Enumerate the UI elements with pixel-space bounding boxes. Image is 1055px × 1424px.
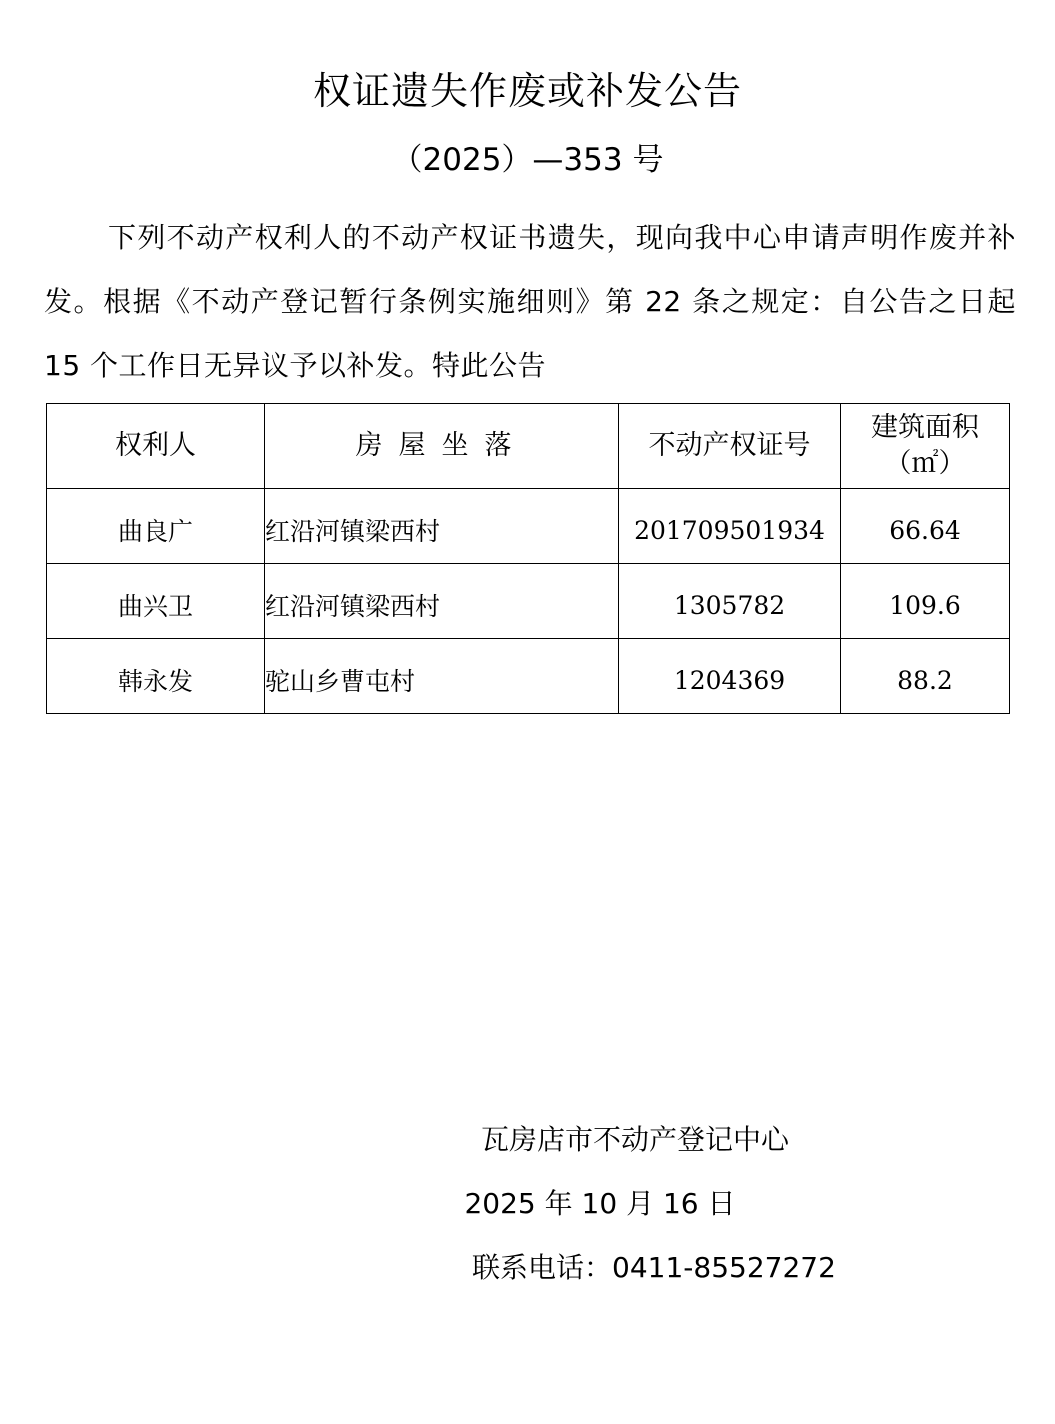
header-cert-no: 不动产权证号 xyxy=(619,404,841,489)
header-area-label: 建筑面积 xyxy=(871,412,979,443)
notice-number: （2025）—353 号 xyxy=(391,142,664,178)
header-location: 房屋坐落 xyxy=(265,404,619,489)
cell-holder: 曲兴卫 xyxy=(47,564,265,639)
header-area xyxy=(841,404,1010,489)
cell-location: 红沿河镇梁西村 xyxy=(265,489,619,564)
cell-holder: 韩永发 xyxy=(47,639,265,714)
notice-title: 权证遗失作废或补发公告 xyxy=(312,69,742,113)
cell-location: 驼山乡曹屯村 xyxy=(265,639,619,714)
cell-cert-no: 1305782 xyxy=(619,564,841,639)
cell-cert-no: 201709501934 xyxy=(619,489,841,564)
issuing-organization: 瓦房店市不动产登记中心 xyxy=(480,1123,789,1156)
header-holder: 权利人 xyxy=(47,404,265,489)
issue-date: 2025 年 10 月 16 日 xyxy=(464,1187,736,1220)
cell-area: 109.6 xyxy=(841,564,1010,639)
lost-certificate-table xyxy=(46,403,1010,714)
cell-holder: 曲良广 xyxy=(47,489,265,564)
header-area-unit: （㎡） xyxy=(884,448,966,479)
table-row xyxy=(47,639,1010,714)
table-row xyxy=(47,489,1010,564)
cell-area: 88.2 xyxy=(841,639,1010,714)
contact-phone: 联系电话：0411-85527272 xyxy=(472,1251,836,1284)
notice-body: 下列不动产权利人的不动产权证书遗失，现向我中心申请声明作废并补发。根据《不动产登记暂行条例实施细则》第 22 条之规定：自公告之日起 15 个工作日无异议予以补发。特此公告 xyxy=(44,221,1016,382)
cell-location: 红沿河镇梁西村 xyxy=(265,564,619,639)
cell-cert-no: 1204369 xyxy=(619,639,841,714)
table-header-row xyxy=(47,404,1010,489)
cell-area: 66.64 xyxy=(841,489,1010,564)
table-row xyxy=(47,564,1010,639)
